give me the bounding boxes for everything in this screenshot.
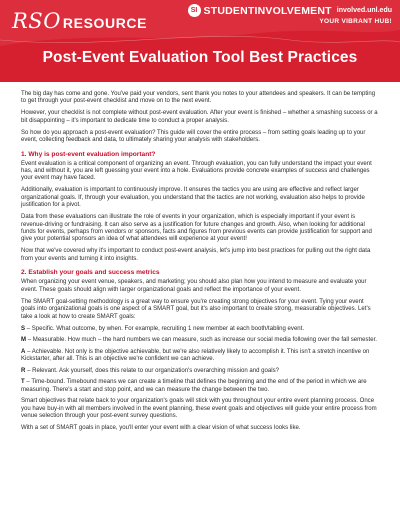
body-paragraph: Data from these evaluations can illustrate the role of events in your organization, which is especially important if your event is revenue-driving or fundraising. It can also serve as a justification for future changes and growth. Also, when looking for additional funds for events, perhaps from vendors or sponsors, facts and figures from previous events can provide justification for support and give your potential sponsors an idea of what attendees will experience at your event! [21, 214, 372, 243]
rso-resource-logo [12, 9, 147, 33]
intro-paragraph: The big day has come and gone. You've paid your vendors, sent thank you notes to your attendees and speakers. It can be tempting to get through your post-event checklist and move on to the next event. [21, 91, 376, 105]
smart-item [21, 326, 379, 333]
smart-text: – Time-bound. Timebound means we can create a timeline that defines the beginning and the end of the period in which we are measuring. There's a start and stop point, and we can measure the change between the two. [21, 379, 367, 393]
page-title: Post-Event Evaluation Tool Best Practices [42, 49, 358, 66]
section-heading-why: 1. Why is post-event evaluation important? [21, 150, 156, 158]
brand-rso: RSO [12, 9, 61, 33]
student-involvement-logo [188, 4, 392, 25]
si-name: STUDENTINVOLVEMENT [203, 4, 332, 17]
brand-resource: RESOURCE [62, 15, 148, 31]
smart-letter: S [21, 325, 26, 332]
smart-letter: M [21, 337, 27, 344]
body-paragraph: Smart objectives that relate back to your organization's goals will stick with you throughout your entire event planning process. Once you have buy-in with all members involved in the event planning, these event goals and objectives will guide your entire process from venue selection through your post-event survey questions. [21, 398, 377, 420]
intro-paragraph: So how do you approach a post-event evaluation? This guide will cover the entire process – from setting goals leading up to your event, collecting feedback and data, to ultimately sharing your analysis with stakeholders. [21, 129, 366, 144]
smart-text: – Relevant. Ask yourself, does this relate to our organization's overarching mission and goals? [27, 367, 279, 374]
body-paragraph: With a set of SMART goals in place, you'll enter your event with a clear vision of what success looks like. [21, 425, 301, 432]
intro-paragraph: However, your checklist is not complete without post-event evaluation. After your event is finished – whether a smashing success or a bit disappointing – it's important to dedicate time to conduct a proper analysis. [21, 110, 378, 124]
smart-item [21, 349, 379, 364]
smart-letter: T [21, 379, 25, 386]
smart-text: – Specific. What outcome, by when. For example, recruiting 1 new member at each booth/tabling event. [26, 325, 305, 332]
header-banner [0, 0, 400, 82]
body-paragraph: Additionally, evaluation is important to continuously improve. It ensures the tactics you are using are effective and reflect larger organizational goals. If, through your evaluation, you understand that the tactics are not working, evaluation also helps to provide justification for a pivot. [21, 187, 365, 209]
smart-text: – Achievable. Not only is the objective achievable, but we're also relatively likely to accomplish it. This isn't a stretch incentive on Kickstarter, after all. This is an objective we're confident we can achieve. [21, 348, 370, 363]
body-paragraph: Now that we've covered why it's important to conduct post-event analysis, let's jump into best practices for pulling out the right data from your events and turning it into insights. [21, 248, 371, 262]
section-heading-goals: 2. Establish your goals and success metrics [21, 269, 160, 277]
body-paragraph: When organizing your event venue, speakers, and marketing; you should also plan how you intend to measure and evaluate your event. These goals should align with larger organizational goals and reflect the importance of your event. [21, 279, 367, 293]
si-url: involved.unl.edu [336, 7, 392, 14]
body-paragraph: Event evaluation is a critical component of organizing an event. Through evaluation, you can fully understand the impact your event has, and without it, you are left guessing your event into a hole. Evaluations provide concrete examples of success and challenges your event may have faced. [21, 160, 372, 182]
smart-item [21, 379, 379, 394]
smart-letter: R [21, 367, 26, 374]
si-badge-icon: SI [188, 4, 201, 17]
body-paragraph: The SMART goal-setting methodology is a great way to ensure you're creating strong objectives for your event. Tying your event goals into organizational goals is one aspect of a SMART goal, but it's also important to create strong, measurable objectives. Let's take a look at how to create SMART goals: [21, 298, 371, 320]
smart-letter: A [21, 348, 26, 355]
smart-text: – Measurable. How much – the hard numbers we can measure, such as increase our social media following over the fall semester. [27, 337, 377, 344]
document-body [0, 82, 400, 433]
si-tagline: YOUR VIBRANT HUB! [319, 18, 392, 25]
smart-item [21, 337, 379, 344]
smart-item [21, 368, 379, 375]
